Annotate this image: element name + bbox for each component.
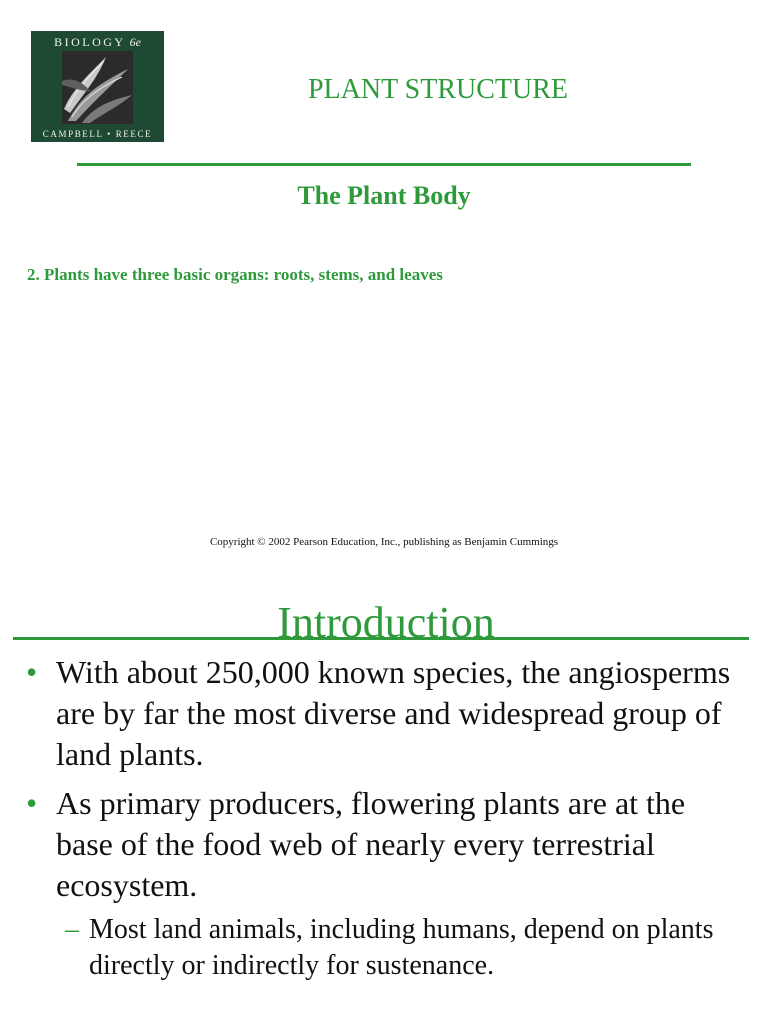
bullet-text: With about 250,000 known species, the angiosperms are by far the most diverse and widespread group of land plants. xyxy=(56,654,731,772)
sub-bullet-text: Most land animals, including humans, depend on plants directly or indirectly for sustenance. xyxy=(89,914,714,981)
slide-introduction xyxy=(0,576,768,1024)
book-cover-title xyxy=(31,35,164,50)
sub-bullet-item xyxy=(65,912,715,984)
slide-title: PLANT STRUCTURE xyxy=(307,74,569,105)
copyright-notice: Copyright © 2002 Pearson Education, Inc., publishing as Benjamin Cummings xyxy=(209,536,559,548)
bullet-text: As primary producers, flowering plants are at the base of the food web of nearly every terrestrial ecosystem. xyxy=(56,785,686,903)
slide-title: Introduction xyxy=(277,598,495,647)
bullet-item xyxy=(26,652,746,775)
slide-subtitle: The Plant Body xyxy=(297,181,471,210)
key-point: 2. Plants have three basic organs: roots, stems, and leaves xyxy=(27,265,443,284)
bullet-marker: • xyxy=(26,654,38,690)
bullet-item xyxy=(26,783,746,906)
sub-bullet-marker: – xyxy=(65,914,79,945)
book-cover-authors: CAMPBELL • REECE xyxy=(42,129,153,139)
bullet-marker: • xyxy=(26,785,38,821)
title-divider xyxy=(77,163,691,166)
book-title-text: BIOLOGY xyxy=(54,35,126,49)
plant-leaf-photo-icon xyxy=(62,51,133,124)
book-cover-logo xyxy=(31,31,164,142)
book-edition-text: 6e xyxy=(129,35,141,49)
